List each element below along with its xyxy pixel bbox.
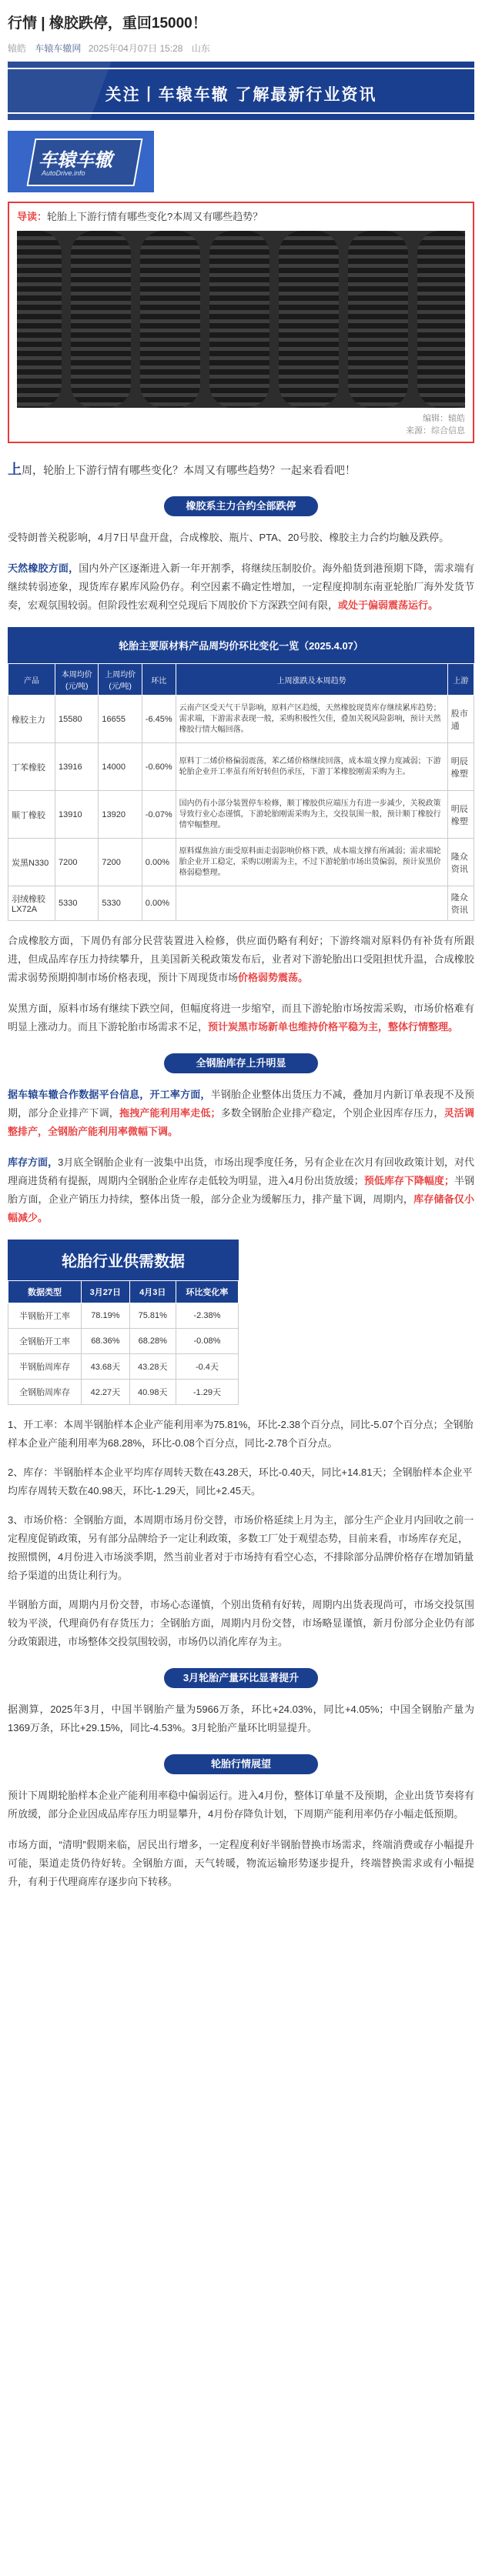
list-item: 1、开工率：本周半钢胎样本企业产能利用率为75.81%，环比-2.38个百分点，同比-5.07个百分点；全钢胎样本企业产能利用率为68.28%，环比-0.08个百分点，同比-2.78个百分点。 bbox=[8, 1419, 474, 1449]
table-row: 半钢胎开工率 78.19% 75.81% -2.38% bbox=[8, 1303, 239, 1329]
publish-date: 2025年04月07日 15:28 bbox=[88, 43, 183, 54]
article-meta bbox=[8, 42, 474, 54]
intro-question: 导读：轮胎上下游行情有哪些变化?本周又有哪些趋势？ bbox=[17, 211, 263, 222]
table-row: 全钢胎开工率 68.36% 68.28% -0.08% bbox=[8, 1329, 239, 1354]
para-8: 半钢胎方面，周期内月份交替，市场心态谨慎，个别出货稍有好转，周期内出货表现尚可，市场交投氛围较为平淡，代理商仍有存货压力；全钢胎方面，周期内月份交替，市场略显谨慎，新月份部分企业仍有部分政策跟进，市场整体交投氛围较弱，市场仍以消化库存为主。 bbox=[8, 1599, 474, 1647]
author: 辕皓 bbox=[8, 43, 27, 54]
account-link[interactable]: 车辕车辙网 bbox=[35, 43, 82, 54]
para-5: 据车辕车辙合作数据平台信息，开工率方面，半钢胎企业整体出货压力不减，叠加月内新订单表现不及预期，部分企业排产下调，拖拽产能利用率走低；多数全钢胎企业排产稳定，个别企业因库存压力，灵活调整排产，全钢胎产能利用率微幅下调。 bbox=[8, 1089, 474, 1137]
para-6: 库存方面，3月底全钢胎企业有一波集中出货，市场出现季度任务，另有企业在次月有回收政策计划，对代理商进货稍有提振，周期内全钢胎企业库存走低较为明显，进入4月份出货放缓；预低库存下降幅度；半钢胎方面，企业产销压力持续，整体出货一般，部分企业为缓解压力，排产量下调，周期内，库存储备仅小幅减少。 bbox=[8, 1156, 474, 1223]
follow-banner bbox=[8, 62, 474, 120]
brand-logo-subtext: AutoDrive.info bbox=[42, 169, 85, 177]
table-row: 炭黑N330 7200 7200 0.00% 原料煤焦油方面受原料面走弱影响价格下跌，成本端支撑有所减弱；需求端轮胎企业开工稳定，采购以刚需为主，不过下游轮胎市场出货偏弱，预计炭黑价格弱稳整理。 隆众资讯 bbox=[8, 839, 474, 886]
table-row: 全钢胎周库存 42.27天 40.98天 -1.29天 bbox=[8, 1380, 239, 1405]
list-item: 3、市场价格：全钢胎方面，本周期市场月份交替，市场价格延续上月为主，部分生产企业月内回收之前一定程度促销政策，另有部分品牌给予一定让利政策，多数工厂处于观望态势，目前来看，市场库存充足，按照惯例，4月份进入市场淡季期，然当前业者对于市场持有看空心态，不排除部分品牌价格存在增加销量给予渠道的出货让利行为。 bbox=[8, 1514, 474, 1581]
raw-material-table: 轮胎主要原材料产品周均价环比变化一览（2025.4.07） 产品 本周均价(元/吨) 上周均价(元/吨) 环比 上周涨跌及本周趋势 上游 橡胶主力 15580 16655 -6.45% 云南产区受天气干旱影响，原料产区趋缓，天然橡胶现货库存继续累库趋势；需求端，下游需求表现一般，采购积极性欠佳，叠加关税风险影响，预计天然橡胶行情大幅回落。 股市通 丁苯橡胶 13916 14000 -0.60% 原料丁二烯价格偏弱震荡，苯乙烯价格继续回落，成本端支撑力度减弱；下游轮胎企业开工率虽有所好转但仍承压，下游丁苯橡胶刚需采购为主。 明辰橡塑 顺丁橡胶 13910 13920 -0.07% 国内仍有小部分装置停车检修，顺丁橡胶供应端压力有进一步减少，关税政策导致行业心态谨慎，下游轮胎刚需采购为主，交投氛围一般，预计顺丁橡胶行情窄幅整理。 明辰橡塑 炭黑N330 7200 7200 0.00% 原料煤焦油方面受原料面走弱影响价格下跌，成本端支撑有所减弱；需求端轮胎企业开工稳定，采购以刚需为主，不过下游轮胎市场出货偏弱，预计炭黑价格弱稳整理。 隆众资讯 羽绒橡胶LX72A 5330 5330 0.00% 隆众资讯 bbox=[8, 627, 474, 921]
section-heading-2: 全钢胎库存上升明显 bbox=[164, 1053, 318, 1073]
section-heading-1: 橡胶系主力合约全部跌停 bbox=[164, 496, 318, 516]
para-4: 炭黑方面，原料市场有继续下跌空间，但幅度将进一步缩窄，而且下游轮胎市场按需采购，市场价格难有明显上涨动力。而且下游轮胎市场需求不足，预计炭黑市场新单也维持价格平稳为主，整体行情整理。 bbox=[8, 1003, 474, 1033]
banner-text: 关注丨车辕车辙 了解最新行业资讯 bbox=[105, 86, 377, 104]
brand-hero bbox=[8, 131, 474, 192]
article-title: 行情 | 橡胶跌停，重回15000！ bbox=[8, 15, 207, 32]
tire-photo bbox=[17, 231, 465, 408]
table-row: 丁苯橡胶 13916 14000 -0.60% 原料丁二烯价格偏弱震荡，苯乙烯价格继续回落，成本端支撑力度减弱；下游轮胎企业开工率虽有所好转但仍承压，下游丁苯橡胶刚需采购为主。 明辰橡塑 bbox=[8, 743, 474, 791]
para-11: 市场方面，“清明”假期来临，居民出行增多，一定程度利好半钢胎替换市场需求，终端消费或存小幅提升可能，渠道走货仍待好转。全钢胎方面，天气转暖，物流运输形势逐步提升，终端替换需求或有小幅提升，有利于代理商库存逐步向下转移。 bbox=[8, 1839, 474, 1887]
raw-material-table-title: 轮胎主要原材料产品周均价环比变化一览（2025.4.07） bbox=[8, 627, 474, 663]
banner-line-bottom bbox=[8, 112, 474, 114]
location: 山东 bbox=[191, 43, 210, 54]
brand-logo-text: 车辕车辙 bbox=[38, 150, 112, 171]
section-heading-3: 3月轮胎产量环比显著提升 bbox=[164, 1668, 318, 1688]
table-row: 羽绒橡胶LX72A 5330 5330 0.00% 隆众资讯 bbox=[8, 886, 474, 921]
banner-line-top bbox=[8, 68, 474, 69]
intro-box bbox=[8, 202, 474, 443]
table-row: 橡胶主力 15580 16655 -6.45% 云南产区受天气干旱影响，原料产区趋缓，天然橡胶现货库存继续累库趋势；需求端，下游需求表现一般，采购积极性欠佳，叠加关税风险影响，预计天然橡胶行情大幅回落。 股市通 bbox=[8, 696, 474, 743]
para-10: 预计下周期轮胎样本企业产能利用率稳中偏弱运行。进入4月份，整体订单量不及预期，企业出货节奏将有所放缓，部分企业因成品库存压力明显攀升，4月份存降负计划，下周期产能利用率仍存小幅走低预期。 bbox=[8, 1790, 474, 1820]
list-item: 2、库存：半钢胎样本企业平均库存周转天数在43.28天，环比-0.40天，同比+14.81天；全钢胎样本企业平均库存周转天数在40.98天，环比-1.29天，同比+2.45天。 bbox=[8, 1467, 473, 1497]
section-heading-4: 轮胎行情展望 bbox=[164, 1754, 318, 1774]
supply-demand-table: 轮胎行业供需数据 数据类型 3月27日 4月3日 环比变化率 半钢胎开工率 78.19% 75.81% -2.38% 全钢胎开工率 68.36% 68.28% -0.08% 半钢胎周库存 43.68天 43.28天 -0.4天 全钢胎周库存 42.27天 40.98天 -1.29天 bbox=[8, 1240, 239, 1405]
para-1: 受特朗普关税影响，4月7日早盘开盘，合成橡胶、瓶片、PTA、20号胶、橡胶主力合约均触及跌停。 bbox=[8, 532, 450, 543]
para-2: 天然橡胶方面，国内外产区逐渐进入新一年开割季，将继续压制胶价。海外船货到港预期下降，需求端有继续转弱迹象，现货库存累库风险仍存。利空因素不确定性增加，一定程度抑制东南亚轮胎厂海外发货节奏，宏观氛围较弱。但阶段性宏观利空兑现后下周胶价下方深跌空间有限，或处于偏弱震荡运行。 bbox=[8, 562, 474, 611]
table-row: 顺丁橡胶 13910 13920 -0.07% 国内仍有小部分装置停车检修，顺丁橡胶供应端压力有进一步减少，关税政策导致行业心态谨慎，下游轮胎刚需采购为主，交投氛围一般，预计顺丁橡胶行情窄幅整理。 明辰橡塑 bbox=[8, 791, 474, 839]
para-9: 据测算，2025年3月，中国半钢胎产量为5966万条，环比+24.03%，同比+4.05%；中国全钢胎产量为1369万条，环比+29.15%，同比-4.53%。3月轮胎产量环比明显提升。 bbox=[8, 1703, 474, 1733]
table-row: 半钢胎周库存 43.68天 43.28天 -0.4天 bbox=[8, 1354, 239, 1380]
lede: 上周，轮胎上下游行情有哪些变化？本周又有哪些趋势？一起来看看吧！ bbox=[8, 462, 356, 477]
photo-credit: 编辑：辕皓 来源：综合信息 bbox=[406, 414, 465, 435]
para-3: 合成橡胶方面，下周仍有部分民营装置进入检修，供应面仍略有利好；下游终端对原料仍有补货有所跟进，但成品库存压力持续攀升，且美国新关税政策发布后，业者对下游轮胎出口受阻担忧升温，合成橡胶需求弱势预期抑制市场价格表现，预计下周现货市场价格弱势震荡。 bbox=[8, 935, 474, 983]
supply-demand-title: 轮胎行业供需数据 bbox=[8, 1240, 239, 1280]
